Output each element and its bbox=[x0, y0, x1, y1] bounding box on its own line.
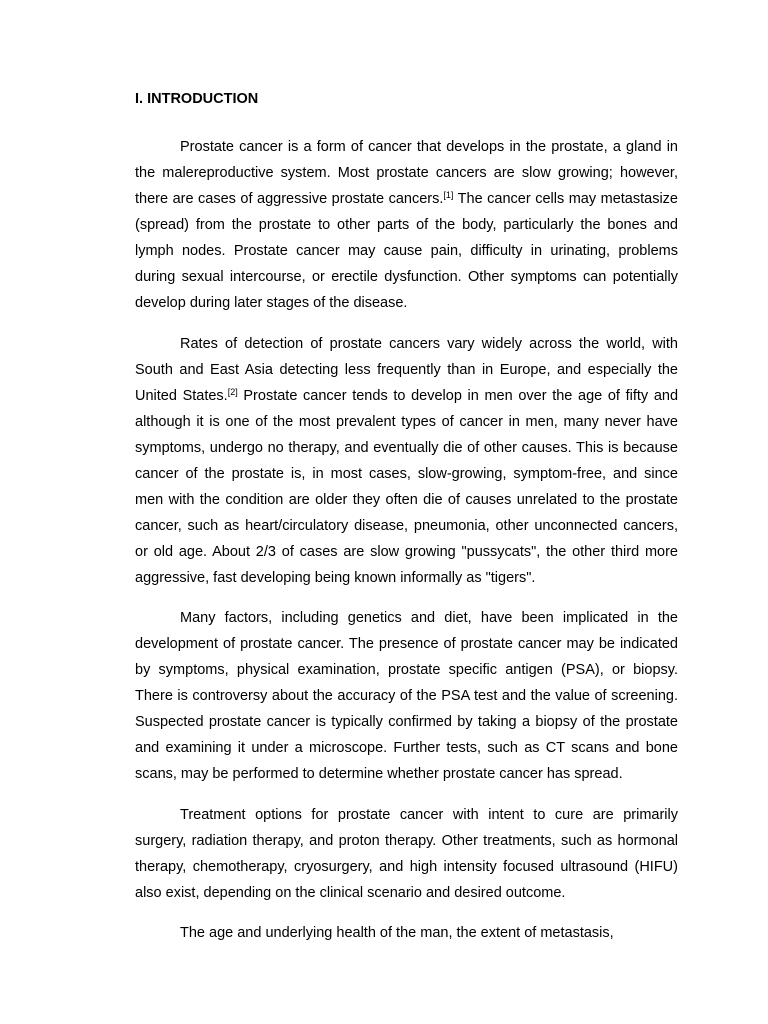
section-heading: I. INTRODUCTION bbox=[135, 91, 259, 107]
paragraph-5: The age and underlying health of the man, the extent of metastasis, bbox=[180, 925, 614, 941]
paragraph-1 bbox=[135, 134, 678, 316]
citation-2: [2] bbox=[227, 386, 238, 397]
citation-1: [1] bbox=[443, 190, 454, 200]
paragraph-3: Many factors, including genetics and diet, have been implicated in the development of prostate cancer. The presence of prostate cancer may be indicated by symptoms, physical examination, prostate specific antigen (PSA), or biopsy. There is controversy about the accuracy of the PSA test and the value of screening. Suspected prostate cancer is typically confirmed by taking a biopsy of the prostate and examining it under a microscope. Further tests, such as CT scans and bone scans, may be performed to determine whether prostate cancer has spread. bbox=[135, 610, 678, 782]
paragraph-2 bbox=[135, 331, 678, 591]
document-body bbox=[135, 90, 678, 961]
paragraph-2-text-a: Rates of detection of prostate cancers vary widely across the world, with South and East Asia detecting less frequently than in Europe, and especially the United States. bbox=[135, 335, 678, 404]
paragraph-1-text-a: Prostate cancer is a form of cancer that develops in the prostate, a gland in the malereproductive system. Most prostate cancers are slow growing; however, there are cases of aggressive prostate cancers. bbox=[135, 139, 678, 207]
paragraph-2-text-b: Prostate cancer tends to develop in men over the age of fifty and although it is one of the most prevalent types of cancer in men, many never have symptoms, undergo no therapy, and eventually die of other causes. This is because cancer of the prostate is, in most cases, slow-growing, symptom-free, and since men with the condition are older they often die of causes unrelated to the prostate cancer, such as heart/circulatory disease, pneumonia, other unconnected cancers, or old age. About 2/3 of cases are slow growing "pussycats", the other third more aggressive, fast developing being known informally as "tigers". bbox=[135, 387, 679, 586]
paragraph-1-text-b: The cancer cells may metastasize (spread) from the prostate to other parts of the body, particularly the bones and lymph nodes. Prostate cancer may cause pain, difficulty in urinating, problems during sexual intercourse, or erectile dysfunction. Other symptoms can potentially develop during later stages of the disease. bbox=[135, 191, 678, 311]
paragraph-4: Treatment options for prostate cancer with intent to cure are primarily surgery, radiation therapy, and proton therapy. Other treatments, such as hormonal therapy, chemotherapy, cryosurgery, and high intensity focused ultrasound (HIFU) also exist, depending on the clinical scenario and desired outcome. bbox=[135, 806, 678, 901]
